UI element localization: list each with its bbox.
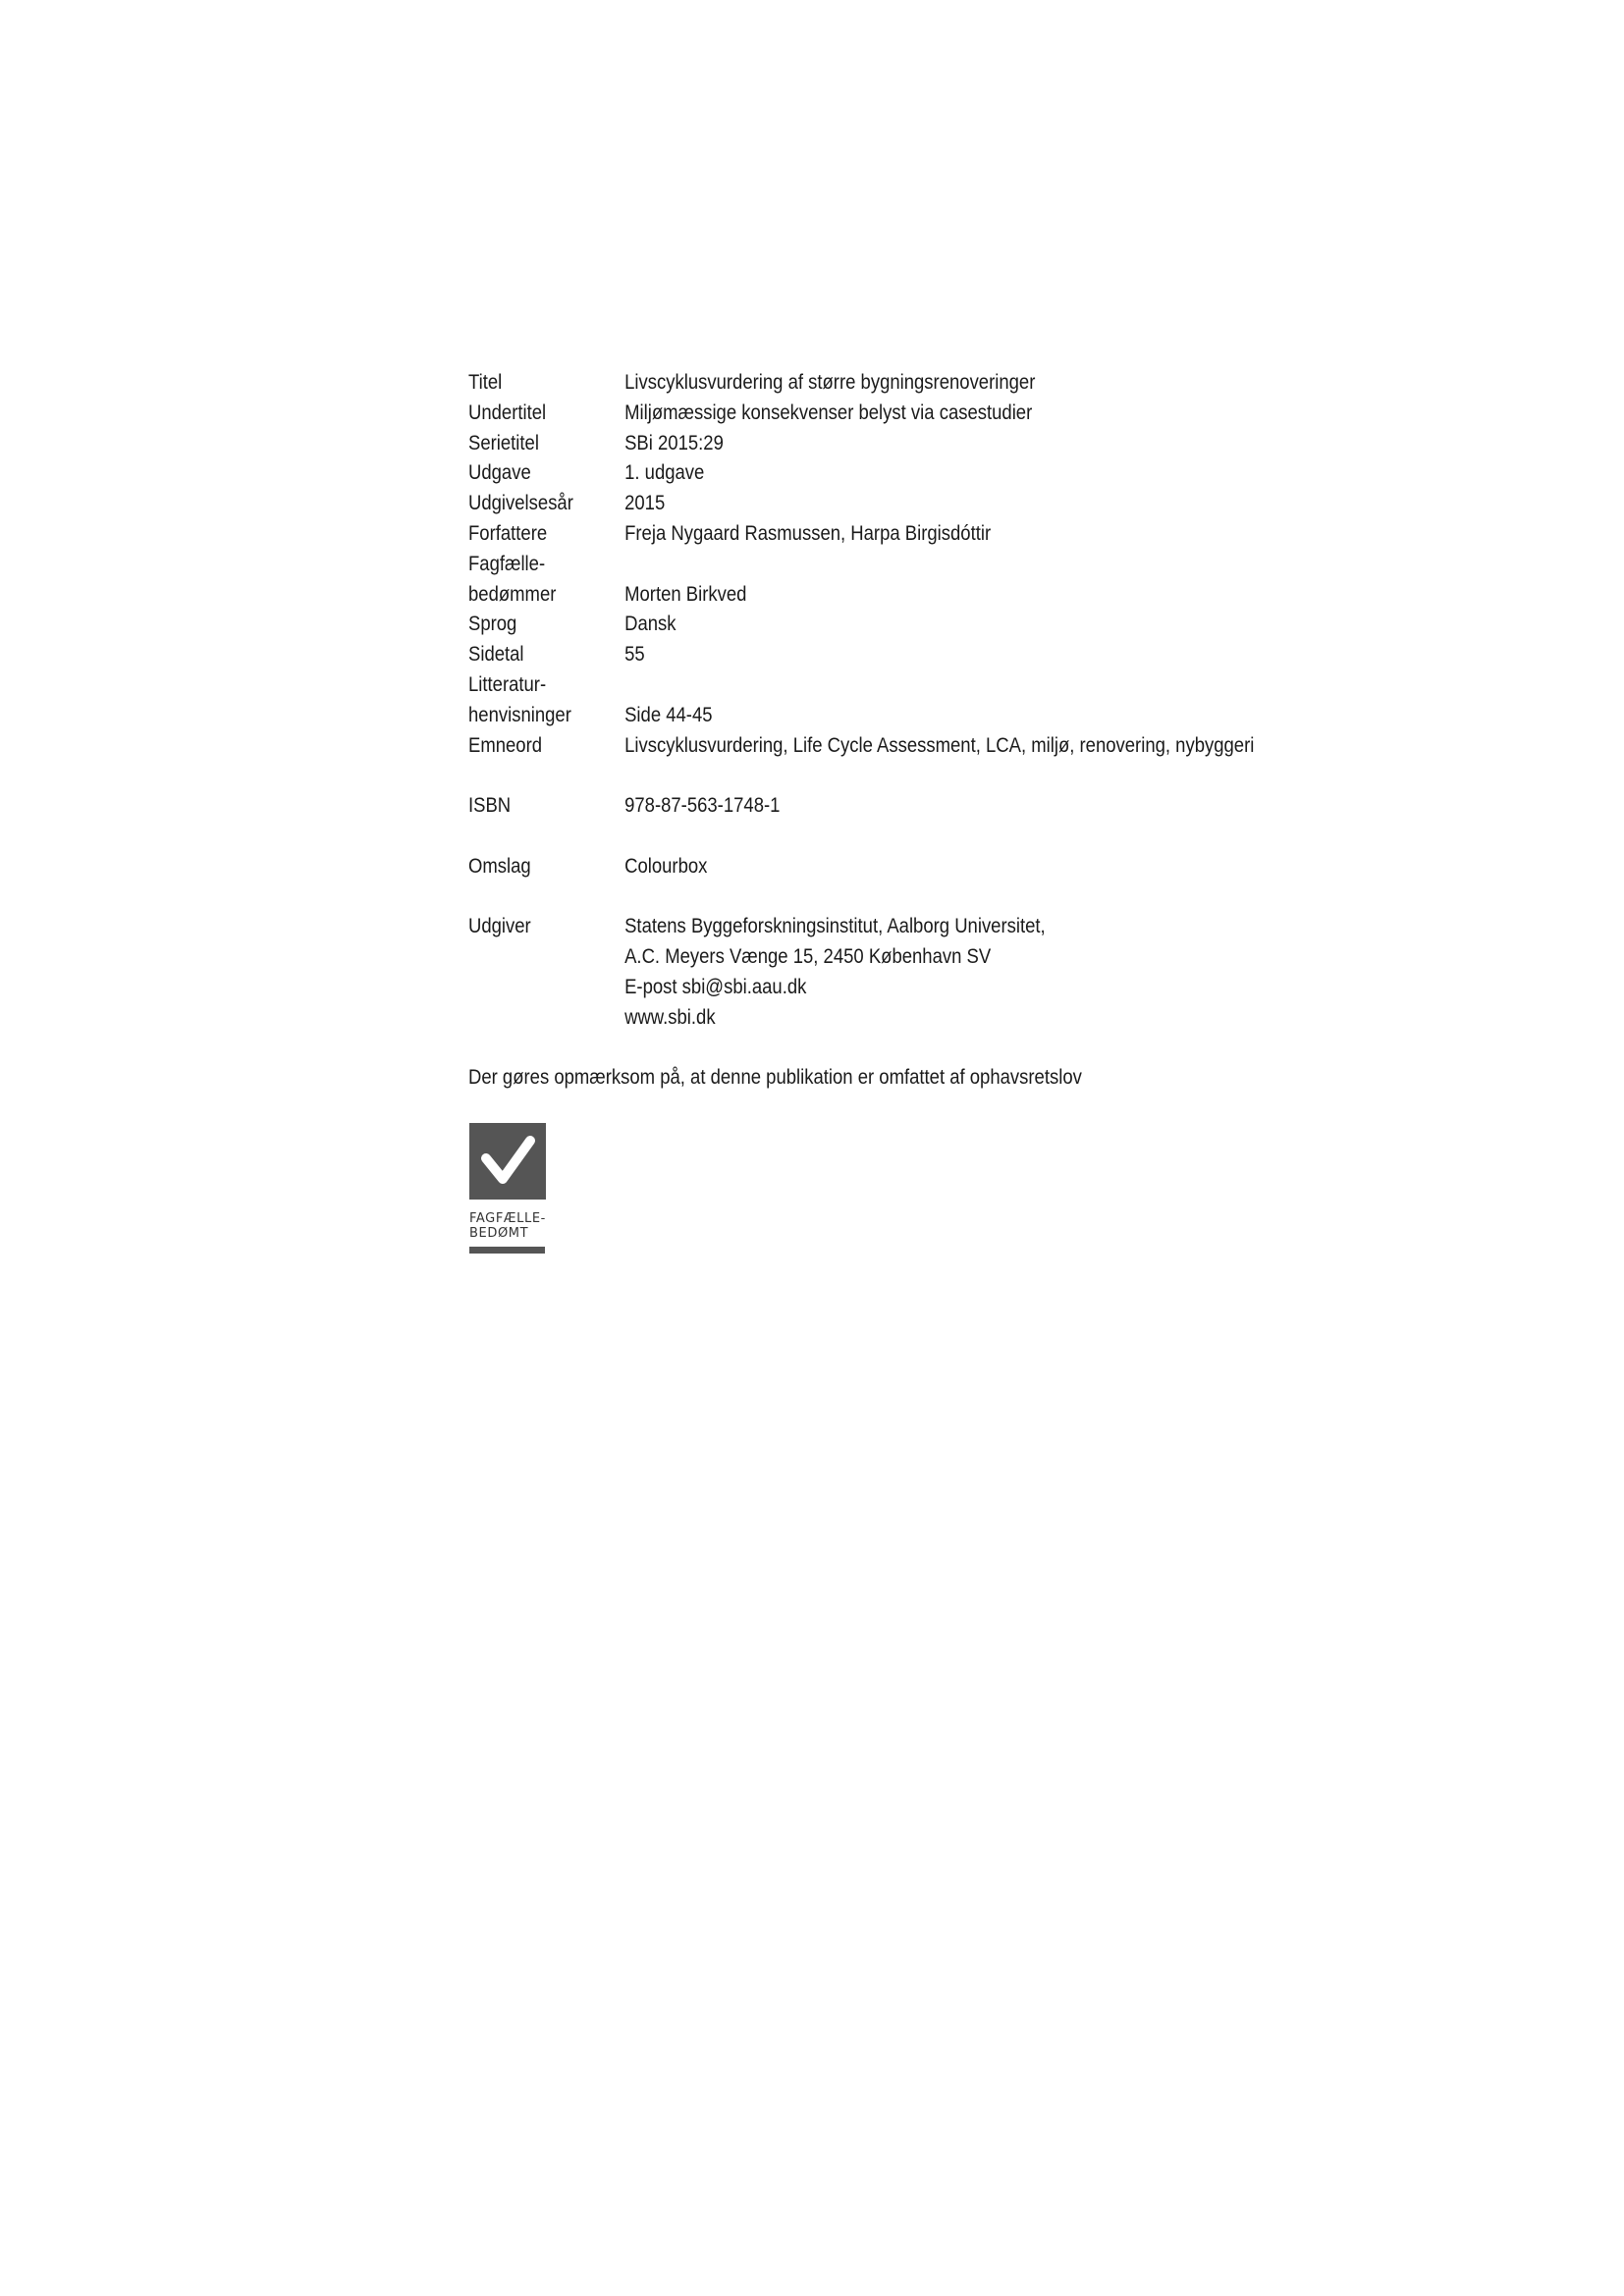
row-label: Serietitel bbox=[468, 430, 539, 454]
row-value: Dansk bbox=[624, 612, 677, 636]
publisher-line: Statens Byggeforskningsinstitut, Aalborg Universitet, bbox=[624, 914, 1046, 938]
row-label: Forfattere bbox=[468, 520, 548, 545]
colophon-row-edition bbox=[468, 457, 1228, 488]
row-label: Undertitel bbox=[468, 400, 547, 424]
row-value: 978-87-563-1748-1 bbox=[624, 793, 781, 818]
row-label: ISBN bbox=[468, 793, 512, 818]
colophon-row-series bbox=[468, 428, 1228, 458]
publisher-address bbox=[624, 911, 1228, 1032]
row-value: Morten Birkved bbox=[624, 581, 747, 606]
colophon-row-cover bbox=[468, 851, 1228, 881]
colophon-row-language bbox=[468, 609, 1228, 639]
row-value: Freja Nygaard Rasmussen, Harpa Birgisdóttir bbox=[624, 520, 992, 545]
row-value: 55 bbox=[624, 642, 645, 667]
row-value: 2015 bbox=[624, 491, 666, 515]
spacer bbox=[468, 760, 1228, 790]
row-label: Omslag bbox=[468, 853, 531, 878]
copyright-notice: Der gøres opmærksom på, at denne publikation er omfattet af ophavsretslov bbox=[468, 1065, 1082, 1090]
row-label: bedømmer bbox=[468, 581, 557, 606]
colophon-row-reviewer-2 bbox=[468, 579, 1228, 610]
checkmark-icon bbox=[469, 1123, 546, 1200]
checkmark-box bbox=[469, 1123, 546, 1200]
badge-underline bbox=[469, 1247, 545, 1254]
peer-reviewed-badge bbox=[469, 1123, 548, 1254]
colophon-row-year bbox=[468, 488, 1228, 518]
badge-label-line: FAGFÆLLE- bbox=[469, 1211, 546, 1226]
row-label: Sprog bbox=[468, 612, 517, 636]
row-value: 1. udgave bbox=[624, 460, 705, 485]
colophon-row-isbn bbox=[468, 790, 1228, 821]
row-value: SBi 2015:29 bbox=[624, 430, 724, 454]
row-value: Miljømæssige konsekvenser belyst via casestudier bbox=[624, 400, 1033, 424]
colophon bbox=[468, 367, 1255, 1093]
row-value: Colourbox bbox=[624, 853, 708, 878]
spacer bbox=[468, 881, 1228, 912]
badge-label-line: BEDØMT bbox=[469, 1226, 529, 1241]
row-label: Emneord bbox=[468, 732, 543, 757]
row-value bbox=[624, 549, 1228, 579]
badge-label bbox=[469, 1211, 548, 1241]
colophon-row-authors bbox=[468, 518, 1228, 549]
row-label: Udgiver bbox=[468, 914, 531, 938]
row-label: Titel bbox=[468, 370, 503, 394]
row-value bbox=[624, 669, 1228, 700]
row-label: Litteratur- bbox=[468, 671, 547, 696]
spacer bbox=[468, 821, 1228, 851]
row-label: Udgave bbox=[468, 460, 531, 485]
publisher-website: www.sbi.dk bbox=[624, 1004, 716, 1029]
row-label: henvisninger bbox=[468, 702, 571, 726]
row-value: Side 44-45 bbox=[624, 702, 713, 726]
colophon-row-references-2 bbox=[468, 700, 1228, 730]
colophon-row-publisher bbox=[468, 911, 1228, 1032]
row-value: Livscyklusvurdering, Life Cycle Assessment, LCA, miljø, renovering, nybyggeri bbox=[624, 732, 1255, 757]
colophon-row-keywords bbox=[468, 730, 1255, 761]
row-label: Fagfælle- bbox=[468, 551, 546, 575]
colophon-row-subtitle bbox=[468, 398, 1228, 428]
publisher-line: A.C. Meyers Vænge 15, 2450 København SV bbox=[624, 944, 992, 969]
row-label: Sidetal bbox=[468, 642, 524, 667]
colophon-row-reviewer-1 bbox=[468, 549, 1228, 579]
colophon-row-title bbox=[468, 367, 1228, 398]
row-value: Livscyklusvurdering af større bygningsrenoveringer bbox=[624, 370, 1036, 394]
spacer bbox=[468, 1033, 1228, 1063]
colophon-row-pages bbox=[468, 639, 1228, 669]
publisher-email: E-post sbi@sbi.aau.dk bbox=[624, 974, 807, 998]
row-label: Udgivelsesår bbox=[468, 491, 573, 515]
colophon-row-references-1 bbox=[468, 669, 1228, 700]
